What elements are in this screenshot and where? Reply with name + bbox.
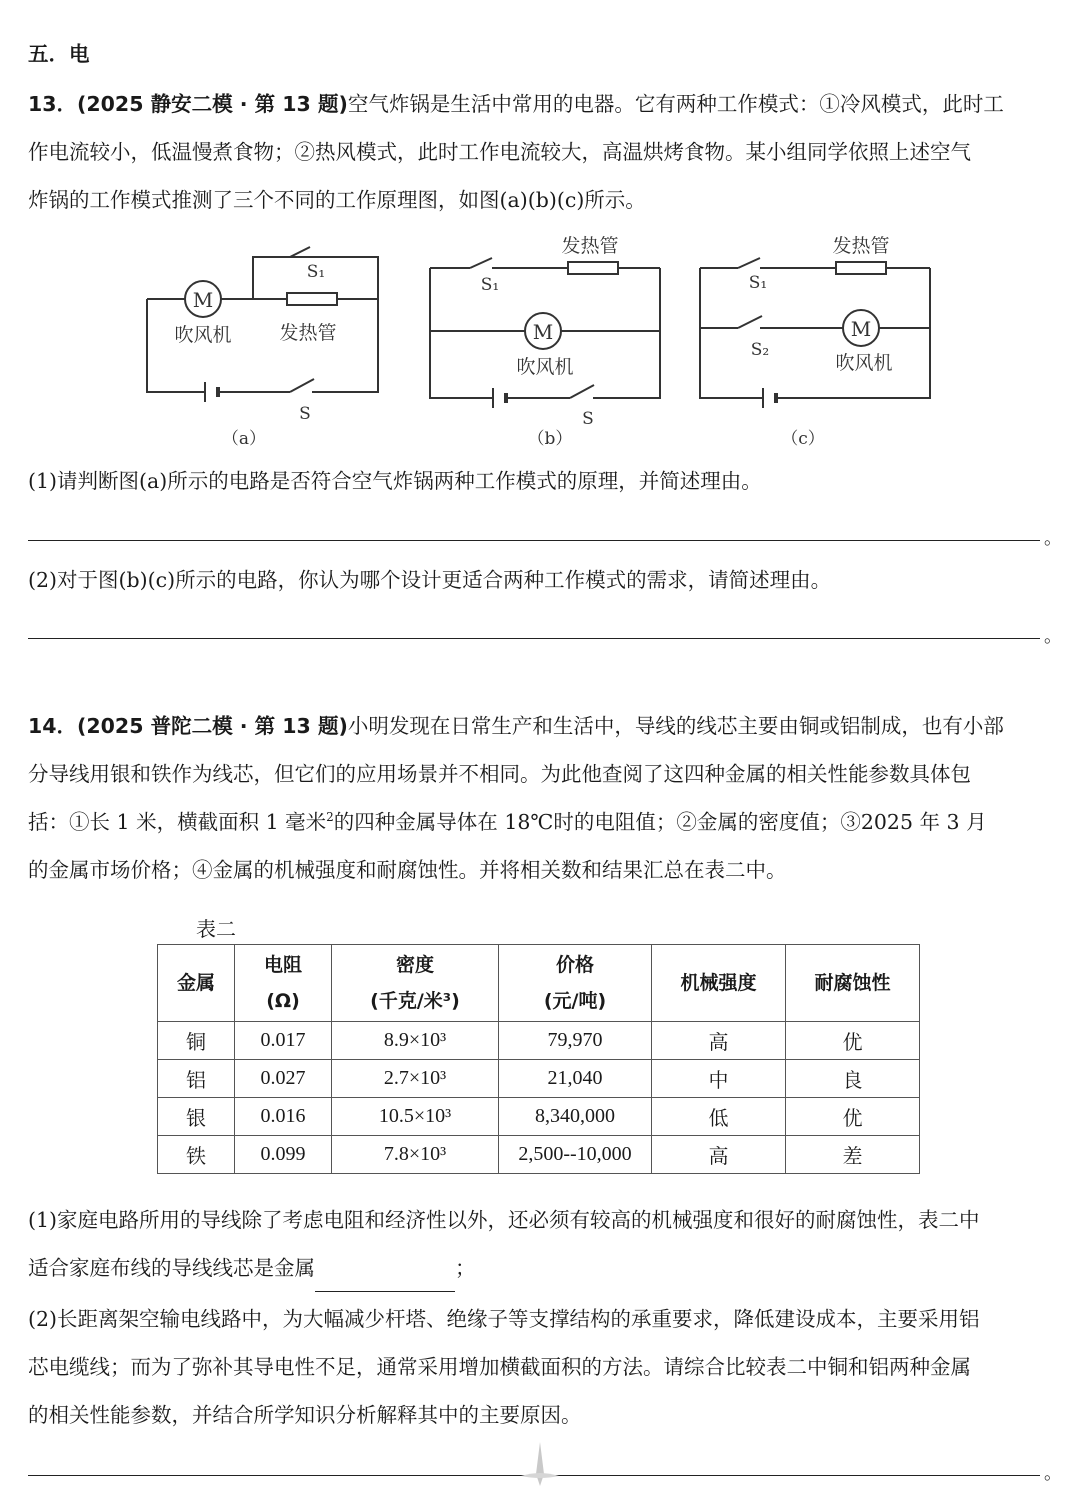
circuit-b-fan-label: 吹风机 [516, 356, 574, 378]
circuit-c [700, 235, 930, 449]
circuit-a-motor-label: M [192, 288, 214, 312]
th-price [499, 945, 652, 1022]
circuit-c-heater [836, 262, 886, 274]
cell-strength: 高 [652, 1136, 786, 1174]
q14-sub2 [28, 1295, 1054, 1439]
q13-sub2: (2)对于图(b)(c)所示的电路，你认为哪个设计更适合两种工作模式的需求，请简述理由。 [28, 568, 832, 592]
circuit-a-s1-label: S₁ [306, 262, 326, 282]
cell-resistance: 0.027 [235, 1060, 332, 1098]
th-resistance-label: 电阻 [263, 954, 302, 976]
cell-price: 2,500--10,000 [499, 1136, 652, 1174]
cell-density: 7.8×10³ [332, 1136, 499, 1174]
cell-resistance: 0.017 [235, 1022, 332, 1060]
cell-metal: 铁 [158, 1136, 235, 1174]
q14-text-4: 的金属市场价格；④金属的机械强度和耐腐蚀性。并将相关数和结果汇总在表二中。 [28, 858, 787, 882]
q13-text-2: 作电流较小，低温慢煮食物；②热风模式，此时工作电流较大，高温烘烤食物。某小组同学依照上述空气 [28, 140, 971, 164]
cell-corrosion: 优 [786, 1022, 920, 1060]
table-row [158, 1060, 920, 1098]
q14-text-2: 分导线用银和铁作为线芯，但它们的应用场景并不相同。为此他查阅了这四种金属的相关性能参数具体包 [28, 762, 971, 786]
q14-sub2-period: 。 [1044, 1463, 1062, 1484]
table-row [158, 1098, 920, 1136]
circuit-b-heater-label: 发热管 [561, 235, 619, 257]
circuit-b-s-label: S [582, 409, 594, 429]
th-price-unit: (元/吨) [543, 990, 607, 1012]
circuit-a-s-label: S [299, 404, 311, 424]
cell-strength: 中 [652, 1060, 786, 1098]
section-title: 五．电 [28, 42, 90, 66]
q14-sub1-blank[interactable] [315, 1267, 455, 1292]
cell-price: 79,970 [499, 1022, 652, 1060]
cell-price: 21,040 [499, 1060, 652, 1098]
cell-price: 8,340,000 [499, 1098, 652, 1136]
circuit-c-s2-label: S₂ [750, 340, 770, 360]
circuit-a-heater [287, 293, 337, 305]
cell-resistance: 0.016 [235, 1098, 332, 1136]
q13-sub1-answer-line[interactable] [28, 540, 1040, 541]
q14-number: 14．(2025 普陀二模 · 第 13 题) [28, 714, 348, 738]
circuit-c-s1-label: S₁ [748, 273, 768, 293]
circuit-b-motor-label: M [532, 320, 554, 344]
table-caption: 表二 [196, 917, 236, 941]
cell-resistance: 0.099 [235, 1136, 332, 1174]
th-density-unit: (千克/米³) [370, 990, 460, 1012]
circuit-c-switch-s1 [738, 258, 760, 268]
cell-corrosion: 良 [786, 1060, 920, 1098]
cell-strength: 低 [652, 1098, 786, 1136]
th-density [332, 945, 499, 1022]
q13-sub2-period: 。 [1044, 626, 1062, 647]
q13-sub2-answer-line[interactable] [28, 638, 1040, 639]
q14-sub1-line2: 适合家庭布线的导线线芯是金属 [28, 1256, 315, 1280]
th-density-label: 密度 [395, 954, 434, 976]
q14-sub1-end: ； [455, 1256, 476, 1280]
th-resistance-unit: (Ω) [266, 990, 300, 1012]
cell-corrosion: 优 [786, 1098, 920, 1136]
table-row [158, 1022, 920, 1060]
q13-text-3: 炸锅的工作模式推测了三个不同的工作原理图，如图(a)(b)(c)所示。 [28, 188, 646, 212]
cell-density: 8.9×10³ [332, 1022, 499, 1060]
cell-strength: 高 [652, 1022, 786, 1060]
circuit-c-fan-label: 吹风机 [835, 352, 893, 374]
watermark-ornament-icon [515, 1440, 565, 1489]
cell-density: 2.7×10³ [332, 1060, 499, 1098]
circuit-a [147, 247, 378, 449]
th-metal: 金属 [158, 945, 235, 1022]
q13-text [28, 80, 1054, 224]
circuit-c-heater-label: 发热管 [832, 235, 890, 257]
circuit-c-switch-s2 [738, 316, 762, 328]
metal-table [157, 944, 920, 1174]
circuit-b-switch-s1 [470, 258, 492, 268]
cell-metal: 铜 [158, 1022, 235, 1060]
q14-text [28, 702, 1054, 894]
circuit-a-fan-label: 吹风机 [174, 324, 232, 346]
q13-sub1-period: 。 [1044, 528, 1062, 549]
cell-metal: 银 [158, 1098, 235, 1136]
cell-metal: 铝 [158, 1060, 235, 1098]
circuit-b [430, 235, 660, 449]
q14-text-1: 小明发现在日常生产和生活中，导线的线芯主要由铜或铝制成，也有小部 [347, 714, 1004, 738]
circuit-a-switch-s [290, 379, 314, 392]
circuit-a-switch-s1 [290, 247, 310, 257]
circuit-c-caption: （c） [781, 429, 825, 449]
q13-number: 13．(2025 静安二模 · 第 13 题) [28, 92, 348, 116]
cell-density: 10.5×10³ [332, 1098, 499, 1136]
circuit-b-s1-label: S₁ [480, 275, 500, 295]
th-corrosion: 耐腐蚀性 [786, 945, 920, 1022]
circuit-b-heater [568, 262, 618, 274]
q14-sub2-line1: (2)长距离架空输电线路中，为大幅减少杆塔、绝缘子等支撑结构的承重要求，降低建设成本，主要采用铝 [28, 1307, 980, 1331]
q14-sub2-line3: 的相关性能参数，并结合所学知识分析解释其中的主要原因。 [28, 1403, 582, 1427]
q14-text-3a: 括：①长 1 米，横截面积 1 毫米 [28, 810, 327, 834]
th-resistance [235, 945, 332, 1022]
circuit-b-caption: （b） [527, 429, 573, 449]
th-price-label: 价格 [555, 954, 594, 976]
table-row [158, 1136, 920, 1174]
q14-text-3b: 的四种金属导体在 18℃时的电阻值；②金属的密度值；③2025 年 3 月 [333, 810, 987, 834]
q14-sub1 [28, 1196, 1054, 1292]
circuit-figures [0, 225, 1080, 455]
circuit-c-motor-label: M [850, 317, 872, 341]
q13-sub1: (1)请判断图(a)所示的电路是否符合空气炸锅两种工作模式的原理，并简述理由。 [28, 469, 762, 493]
circuit-b-switch-s [570, 385, 594, 398]
circuit-a-caption: （a） [221, 429, 267, 449]
q13-text-1: 空气炸锅是生活中常用的电器。它有两种工作模式：①冷风模式，此时工 [347, 92, 1004, 116]
q14-sub1-line1: (1)家庭电路所用的导线除了考虑电阻和经济性以外，还必须有较高的机械强度和很好的耐腐蚀性，表二中 [28, 1208, 980, 1232]
cell-corrosion: 差 [786, 1136, 920, 1174]
th-strength: 机械强度 [652, 945, 786, 1022]
q14-text-3-sup: 2 [326, 810, 334, 825]
q14-sub2-line2: 芯电缆线；而为了弥补其导电性不足，通常采用增加横截面积的方法。请综合比较表二中铜和铝两种金属 [28, 1355, 971, 1379]
circuit-a-heater-label: 发热管 [279, 322, 337, 344]
